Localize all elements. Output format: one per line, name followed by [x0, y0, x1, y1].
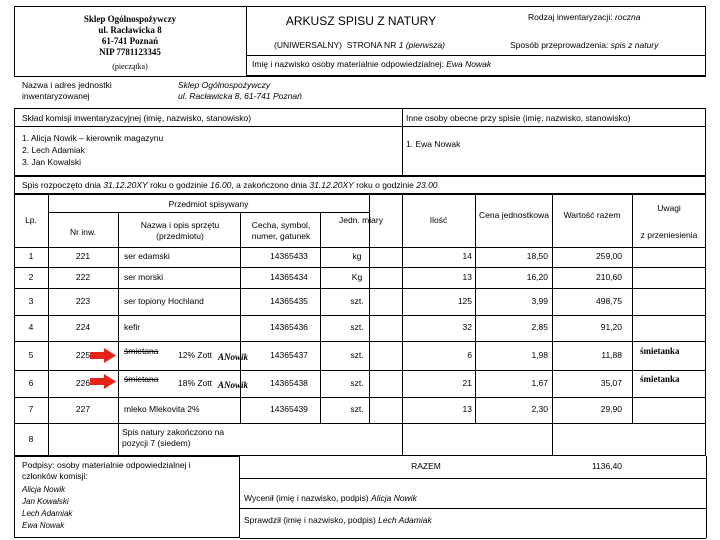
cell-code: 14365439 — [270, 404, 308, 414]
cell-name: mleko Mlekovita 2% — [124, 404, 200, 414]
cell-qty: 14 — [462, 251, 472, 261]
stamp-label: (pieczątka) — [112, 62, 148, 71]
cell-unit: szt. — [350, 296, 364, 306]
cell-value: 29,90 — [600, 404, 622, 414]
shop-stamp-box — [14, 6, 246, 76]
cell-inv-no: 226 — [75, 378, 91, 388]
cell-inv-no: 221 — [75, 251, 91, 261]
cell-price: 1,67 — [531, 378, 548, 388]
cell-code: 14365434 — [270, 272, 308, 282]
header-carry: z przeniesienia — [640, 230, 698, 240]
commission-label: Skład komisji inwentaryzacyjnej (imię, nazwisko, stanowisko) — [22, 113, 252, 123]
cell-value: 259,00 — [596, 251, 622, 261]
inventory-type: Rodzaj inwentaryzacji: roczna — [528, 12, 641, 22]
header-price: Cena jednostkowa — [479, 210, 549, 220]
commission-member: 2. Lech Adamiak — [22, 145, 85, 155]
cell-qty: 21 — [462, 378, 472, 388]
cell-lp: 2 — [28, 272, 34, 282]
cell-code: 14365435 — [270, 296, 308, 306]
cell-lp: 1 — [28, 251, 34, 261]
commission-member: 3. Jan Kowalski — [22, 157, 82, 167]
cell-lp: 5 — [28, 350, 34, 360]
inventory-method: Sposób przeprowadzenia: spis z natury — [510, 40, 659, 50]
cell-price: 2,85 — [531, 322, 548, 332]
cell-name-crossed: śmietana — [124, 374, 159, 384]
cell-code: 14365436 — [270, 322, 308, 332]
signatures-label: Podpisy: osoby materialnie odpowiedzialnej i członków komisji: — [22, 460, 191, 481]
arrow-icon — [90, 374, 116, 389]
cell-unit: szt. — [350, 322, 364, 332]
header-feature: Cecha, symbol, numer, gatunek — [251, 220, 311, 241]
cell-qty: 13 — [462, 404, 472, 414]
cell-code: 14365437 — [270, 350, 308, 360]
signer: Alicja Nowik — [22, 485, 66, 494]
doc-title: ARKUSZ SPISU Z NATURY — [285, 14, 437, 28]
cell-closing-note: Spis natury zakończono na pozycji 7 (siedem) — [122, 427, 225, 448]
checked-by: Sprawdził (imię i nazwisko, podpis) Lech Adamiak — [244, 515, 432, 525]
header-name: Nazwa i opis sprzętu (przedmiotu) — [140, 220, 220, 241]
cell-price: 2,30 — [531, 404, 548, 414]
timing-text: Spis rozpoczęto dnia 31.12.20XY roku o godzinie 16.00, a zakończono dnia 31.12.20XY roku o godzinie 23.00 — [22, 180, 438, 190]
cell-inv-no: 225 — [75, 350, 91, 360]
cell-qty: 6 — [467, 350, 472, 360]
cell-remark: śmietanka — [640, 374, 680, 384]
header-remarks: Uwagi — [657, 203, 681, 213]
cell-unit: szt. — [350, 404, 364, 414]
header-qty: Ilość — [429, 215, 448, 225]
cell-price: 3,99 — [531, 296, 548, 306]
total-value: 1136,40 — [591, 461, 623, 471]
cell-lp: 4 — [28, 322, 34, 332]
header-inv-no: Nr inw. — [70, 227, 96, 237]
cell-unit: szt. — [350, 378, 364, 388]
correction-initials: ANowik — [218, 380, 249, 390]
cell-value: 210,60 — [596, 272, 622, 282]
header-unit: Jedn. miary — [339, 215, 383, 225]
cell-inv-no: 222 — [75, 272, 91, 282]
cell-value: 498,75 — [596, 296, 622, 306]
shop-street: ul. Racławicka 8 — [98, 25, 162, 35]
cell-code: 14365433 — [270, 251, 308, 261]
cell-value: 91,20 — [600, 322, 622, 332]
responsible-person: Imię i nazwisko osoby materialnie odpowiedzialnej: Ewa Nowak — [252, 59, 492, 69]
doc-subtitle: (UNIWERSALNY) STRONA NR 1 (pierwsza) — [274, 40, 446, 50]
cell-unit: kg — [352, 251, 362, 261]
cell-lp: 6 — [28, 378, 34, 388]
cell-code: 14365438 — [270, 378, 308, 388]
correction-initials: ANowik — [218, 352, 249, 362]
cell-qty: 13 — [462, 272, 472, 282]
cell-lp: 3 — [28, 296, 34, 306]
cell-name: kefir — [124, 322, 141, 332]
cell-value: 11,88 — [601, 350, 622, 360]
others-label: Inne osoby obecne przy spisie (imię, nazwisko, stanowisko) — [406, 113, 631, 123]
cell-price: 16,20 — [526, 272, 548, 282]
shop-city: 61-741 Poznań — [101, 36, 159, 46]
cell-qty: 125 — [457, 296, 472, 306]
cell-price: 18,50 — [526, 251, 548, 261]
shop-name: Sklep Ogólnospożywczy — [83, 14, 177, 24]
cell-inv-no: 227 — [75, 404, 91, 414]
cell-name-detail: 18% Zott — [178, 378, 213, 388]
cell-name: ser morski — [124, 272, 164, 282]
cell-inv-no: 223 — [75, 296, 91, 306]
cell-unit: szt. — [350, 350, 364, 360]
unit-address: ul. Racławicka 8, 61-741 Poznań — [178, 91, 302, 101]
cell-value: 35,07 — [600, 378, 622, 388]
cell-name-crossed: śmietana — [124, 346, 159, 356]
cell-name-detail: 12% Zott — [178, 350, 213, 360]
commission-member: 1. Alicja Nowik – kierownik magazynu — [22, 133, 164, 143]
signer: Jan Kowalski — [22, 497, 69, 506]
cell-remark: śmietanka — [640, 346, 680, 356]
other-person: 1. Ewa Nowak — [406, 139, 461, 149]
cell-unit: Kg — [351, 272, 363, 282]
cell-name: ser edamski — [124, 251, 170, 261]
total-label: RAZEM — [411, 461, 441, 471]
cell-inv-no: 224 — [75, 322, 91, 332]
cell-price: 1,98 — [531, 350, 548, 360]
arrow-icon — [90, 348, 116, 363]
cell-lp: 7 — [28, 404, 34, 414]
unit-name: Sklep Ogólnospożywczy — [178, 80, 271, 90]
signer: Ewa Nowak — [22, 521, 65, 530]
header-subject: Przedmiot spisywany — [168, 199, 249, 209]
priced-by: Wycenił (imię i nazwisko, podpis) Alicja Nowik — [244, 493, 417, 503]
cell-name: ser topiony Hochland — [124, 296, 204, 306]
header-value: Wartość razem — [563, 210, 621, 220]
signer: Lech Adamiak — [22, 509, 73, 518]
header-lp: Lp. — [25, 215, 37, 225]
unit-label: Nazwa i adres jednostki inwentaryzowanej — [22, 80, 112, 101]
shop-nip: NIP 7781123345 — [99, 47, 161, 57]
cell-qty: 32 — [462, 322, 472, 332]
cell-lp: 8 — [28, 434, 34, 444]
